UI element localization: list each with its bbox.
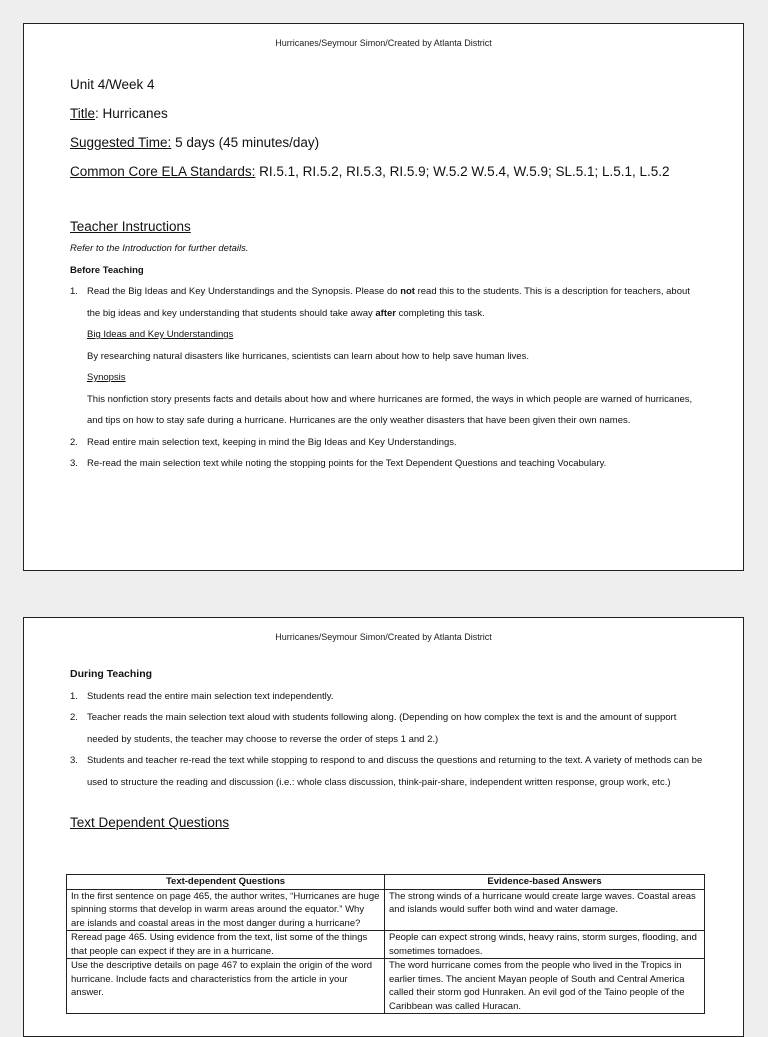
step1-text-b: read this to the students. This is a description for teachers, about the big ideas and key understanding that students should take away [87, 286, 690, 319]
big-ideas-block [87, 324, 703, 432]
unit-week: Unit 4/Week 4 [70, 77, 155, 92]
step1-text-a: Read the Big Ideas and Key Understandings and the Synopsis. Please do [87, 286, 401, 297]
running-header: Hurricanes/Seymour Simon/Created by Atlanta District [275, 38, 492, 48]
answer-cell: People can expect strong winds, heavy rains, storm surges, flooding, and sometimes tornadoes. [385, 931, 705, 959]
running-header: Hurricanes/Seymour Simon/Created by Atlanta District [275, 632, 492, 642]
table-row [67, 931, 705, 959]
question-cell: Reread page 465. Using evidence from the text, list some of the things that people can expect if they are in a hurricane. [67, 931, 385, 959]
dt-step1-text: Students read the entire main selection text independently. [87, 690, 334, 702]
text-dependent-questions-heading: Text Dependent Questions [70, 815, 230, 830]
list-item: 2. Teacher reads the main selection text aloud with students following along. (Depending on how complex the text is and the amount of support needed by students, the teacher may choose to reverse the order of steps 1 and 2.) [70, 712, 677, 745]
questions-table [66, 874, 705, 1014]
during-teaching-steps [70, 686, 703, 794]
title-line [70, 99, 703, 128]
question-cell: Use the descriptive details on page 467 to explain the origin of the word hurricane. Include facts and characteristics from the article in your answer. [67, 959, 385, 1014]
suggested-time-line [70, 128, 703, 157]
standards-value: RI.5.1, RI.5.2, RI.5.3, RI.5.9; W.5.2 W.5.4, W.5.9; SL.5.1; L.5.1, L.5.2 [255, 164, 670, 179]
dt-step3-text: Students and teacher re-read the text while stopping to respond to and discuss the questions and returning to the text. A variety of methods can be used to structure the reading and discussion (i.e.: whole class discussion, think-pair-share, independent written response, group work, etc.) [87, 755, 703, 788]
document-page-2 [23, 617, 744, 1037]
synopsis-heading: Synopsis [87, 372, 126, 383]
synopsis-text: This nonfiction story presents facts and details about how and where hurricanes are formed, the ways in which people are warned of hurricanes, and tips on how to stay safe during a hurricane. Hurricanes are the only weather disasters that have been given their own names. [87, 393, 693, 426]
page-2-body [70, 664, 703, 833]
title-label: Title [70, 106, 96, 121]
list-item: 3. Students and teacher re-read the text while stopping to respond to and discuss the questions and returning to the text. A variety of methods can be used to structure the reading and discussion (i.e.: whole class discussion, think-pair-share, independent written response, group work, etc.) [70, 755, 703, 788]
column-header-questions: Text-dependent Questions [67, 875, 385, 890]
step2-text: Read entire main selection text, keeping in mind the Big Ideas and Key Understandings. [87, 436, 457, 448]
list-item: 3. Re-read the main selection text while noting the stopping points for the Text Dependent Questions and teaching Vocabulary. [70, 458, 607, 469]
step1-text-c: completing this task. [395, 307, 485, 319]
big-ideas-text: By researching natural disasters like hurricanes, scientists can learn about how to help save human lives. [87, 350, 529, 362]
big-ideas-heading: Big Ideas and Key Understandings [87, 329, 234, 340]
step3-text: Re-read the main selection text while noting the stopping points for the Text Dependent Questions and teaching Vocabulary. [87, 458, 607, 469]
question-cell: In the first sentence on page 465, the author writes, “Hurricanes are huge spinning storms that develop in warm areas around the equator.” Why are islands and coastal areas in the most danger during a hurricane? [67, 889, 385, 931]
answer-cell: The strong winds of a hurricane would create large waves. Coastal areas and islands would suffer both wind and water damage. [385, 889, 705, 931]
table-row [67, 889, 705, 931]
during-teaching-heading: During Teaching [70, 668, 153, 680]
dt-step2-text: Teacher reads the main selection text aloud with students following along. (Depending on how complex the text is and the amount of support needed by students, the teacher may choose to reverse the order of steps 1 and 2.) [87, 712, 677, 745]
standards-label: Common Core ELA Standards: [70, 164, 256, 179]
step1-not: not [400, 286, 415, 297]
page-1-body [70, 70, 703, 475]
refer-note: Refer to the Introduction for further details. [70, 243, 249, 254]
list-item: 1. Read the Big Ideas and Key Understandings and the Synopsis. Please do not read this to the students. This is a description for teachers, about the big ideas and key understanding that students should take away after completing this task. Big Ideas and Key Understandings By researching natural disasters like hurricanes, scientists can learn about how to help save human lives. Synopsis This nonfiction story presents facts and details about how and where hurricanes are formed, the ways in which people are warned of hurricanes, and tips on how to stay safe during a hurricane. Hurricanes are the only weather disasters that have been given their own names. [70, 281, 703, 432]
document-page-1 [23, 23, 744, 571]
teacher-instructions-heading: Teacher Instructions [70, 219, 191, 234]
column-header-answers: Evidence-based Answers [385, 875, 705, 890]
table-row [67, 959, 705, 1014]
title-value: : Hurricanes [95, 106, 168, 121]
step1-after: after [375, 307, 396, 319]
before-teaching-steps [70, 281, 703, 475]
table-header-row [67, 875, 705, 890]
list-item: 2. Read entire main selection text, keeping in mind the Big Ideas and Key Understandings. [70, 436, 457, 448]
list-item: 1. Students read the entire main selection text independently. [70, 690, 334, 702]
answer-cell: The word hurricane comes from the people who lived in the Tropics in earlier times. The ancient Mayan people of South and Central America called their storm god Hunraken. An evil god of the Taino people of the Caribbean was called Huracan. [385, 959, 705, 1014]
suggested-time-label: Suggested Time: [70, 135, 172, 150]
standards-line [70, 157, 703, 186]
suggested-time-value: 5 days (45 minutes/day) [171, 135, 320, 150]
before-teaching-heading: Before Teaching [70, 264, 144, 276]
